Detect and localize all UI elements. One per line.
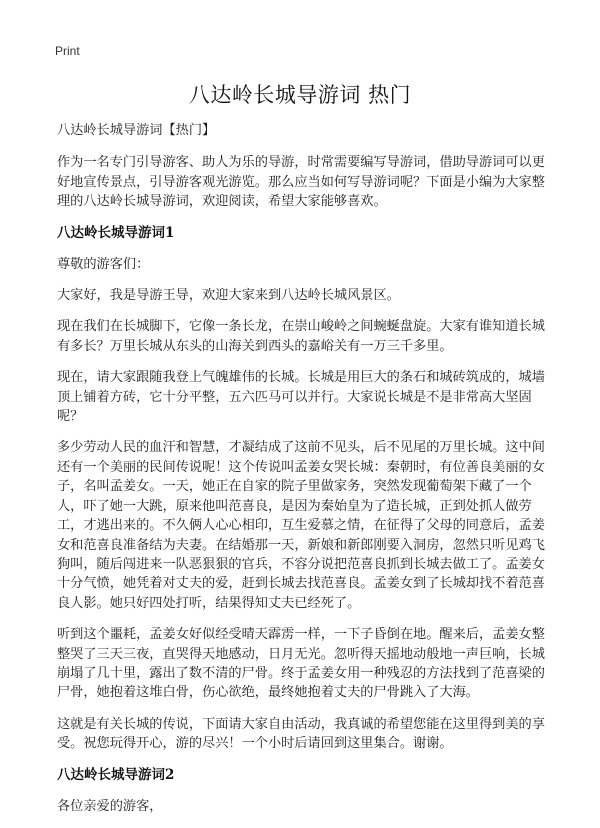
section-2-paragraph-1: 各位亲爱的游客， xyxy=(57,798,163,814)
section-1-paragraph-7: 这就是有关长城的传说，下面请大家自由活动，我真诚的希望您能在这里得到美的享受。祝您玩得开心，游的尽兴！一个小时后请回到这里集合。谢谢。 xyxy=(57,716,545,752)
print-link[interactable]: Print xyxy=(55,44,80,58)
section-1-paragraph-3: 现在我们在长城脚下，它像一条长龙，在崇山峻岭之间蜿蜒盘旋。大家有谁知道长城有多长？万里长城从东头的山海关到西头的嘉峪关有一万三千多里。 xyxy=(57,319,545,354)
section-1-paragraph-6: 听到这个噩耗，孟姜女好似经受晴天霹雳一样，一下子昏倒在地。醒来后，孟姜女整整哭了三天三夜，直哭得天地感动，日月无光。忽听得天摇地动般地一声巨响，长城崩塌了几十里，露出了数不清的尸骨。终于孟姜女用一种残忍的方法找到了范喜梁的尸骨，她抱着这堆白骨，伤心欲绝，最终她抱着丈夫的尸骨跳入了大海。 xyxy=(57,627,545,701)
section-heading-2: 八达岭长城导游词2 xyxy=(57,766,175,783)
document-body xyxy=(57,121,547,828)
section-heading-1: 八达岭长城导游词1 xyxy=(57,224,175,241)
intro-paragraph: 作为一名专门引导游客、助人为乐的导游，时常需要编写导游词，借助导游词可以更好地宣传景点，引导游客观光游览。那么应当如何写导游词呢？下面是小编为大家整理的八达岭长城导游词，欢迎阅读，希望大家能够喜欢。 xyxy=(57,155,545,210)
section-1-paragraph-2: 大家好，我是导游王导，欢迎大家来到八达岭长城风景区。 xyxy=(57,288,400,304)
page-title: 八达岭长城导游词 热门 xyxy=(188,83,412,107)
section-1-paragraph-1: 尊敬的游客们： xyxy=(57,256,150,272)
section-1-paragraph-5: 多少劳动人民的血汗和智慧，才凝结成了这前不见头，后不见尾的万里长城。这中间还有一个美丽的民间传说呢！这个传说叫孟姜女哭长城：秦朝时，有位善良美丽的女子，名叫孟姜女。一天，她正在自家的院子里做家务，突然发现葡萄架下藏了一个人，吓了她一大跳，原来他叫范喜良，是因为秦始皇为了造长城，正到处抓人做劳工，才逃出来的。不久俩人心心相印，互生爱慕之情，在征得了父母的同意后，孟姜女和范喜良准备结为夫妻。在结婚那一天，新娘和新郎刚要入洞房，忽然只听见鸡飞狗叫，随后闯进来一队恶狠狠的官兵，不容分说把范喜良抓到长城去做工了。孟姜女十分气愤，她凭着对丈夫的爱，赶到长城去找范喜良。孟姜女到了长城却找不着范喜良人影。她只好四处打听，结果得知丈夫已经死了。 xyxy=(57,440,545,611)
section-1-paragraph-4: 现在，请大家跟随我登上气魄雄伟的长城。长城是用巨大的条石和城砖筑成的，城墙顶上铺着方砖，它十分平整，五六匹马可以并行。大家说长城是不是非常高大坚固呢？ xyxy=(57,370,545,425)
document-subtitle: 八达岭长城导游词【热门】 xyxy=(57,123,216,138)
